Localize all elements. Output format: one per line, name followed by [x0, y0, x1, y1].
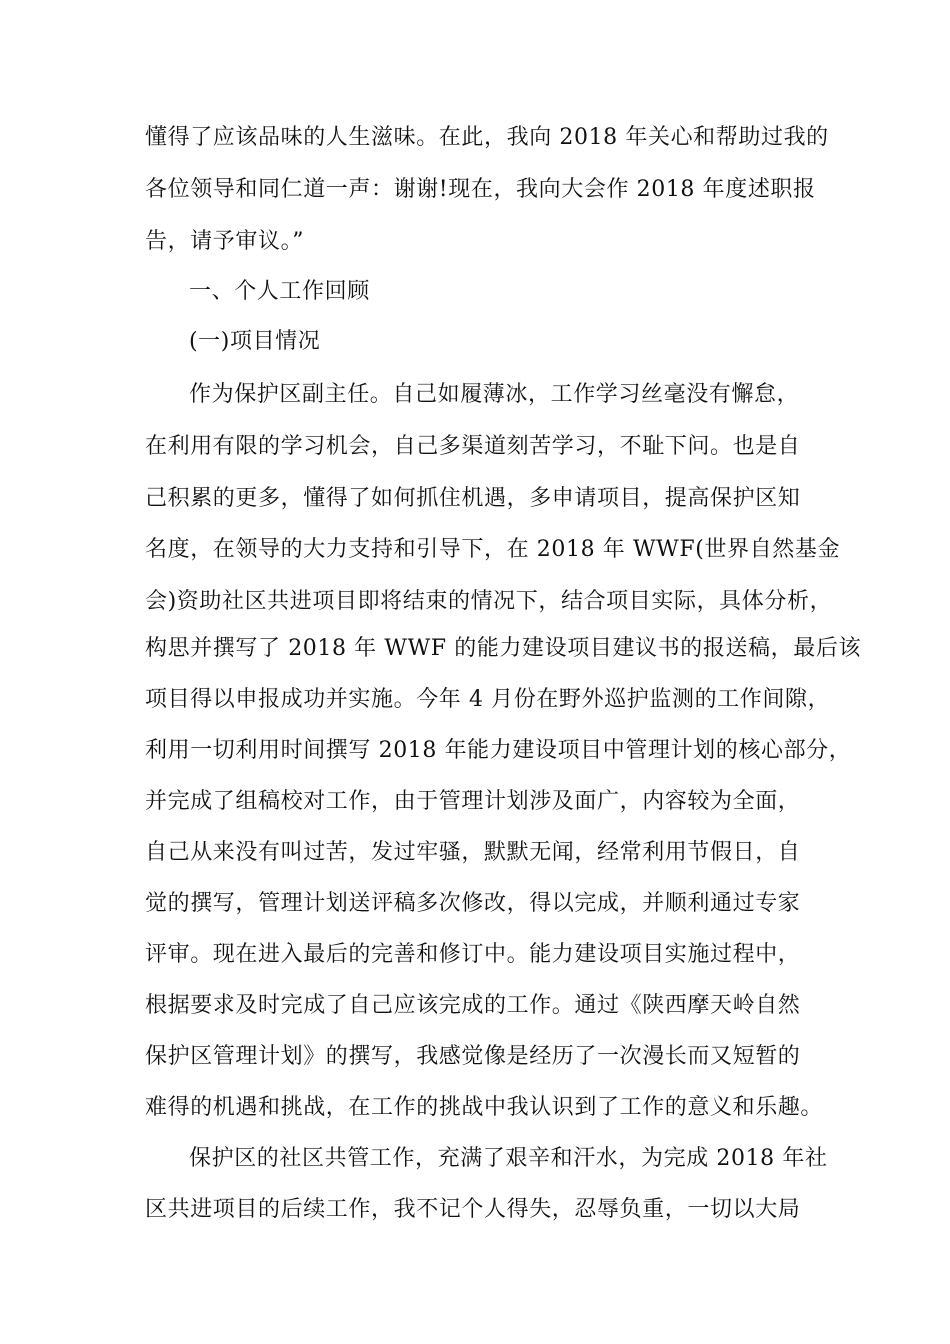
paragraph-line: 名度，在领导的大力支持和引导下，在 2018 年 WWF(世界自然基金	[145, 537, 841, 562]
paragraph-line: 会)资助社区共进项目即将结束的情况下，结合项目实际，具体分析，	[145, 589, 833, 614]
paragraph-line: 自己从来没有叫过苦，发过牢骚，默默无闻，经常利用节假日，自	[145, 840, 801, 865]
paragraph-line: 构思并撰写了 2018 年 WWF 的能力建设项目建议书的报送稿，最后该	[145, 636, 862, 661]
paragraph-line: 己积累的更多，懂得了如何抓住机遇，多申请项目，提高保护区知	[145, 486, 801, 511]
paragraph-line: 利用一切利用时间撰写 2018 年能力建设项目中管理计划的核心部分，	[145, 738, 852, 763]
paragraph-line: 各位领导和同仁道一声：谢谢!现在，我向大会作 2018 年度述职报	[145, 177, 816, 202]
paragraph-line: 觉的撰写，管理计划送评稿多次修改，得以完成，并顺利通过专家	[145, 891, 801, 916]
paragraph-line: 评审。现在进入最后的完善和修订中。能力建设项目实施过程中，	[145, 942, 801, 967]
paragraph-line: 保护区的社区共管工作，充满了艰辛和汗水，为完成 2018 年社	[189, 1146, 828, 1171]
paragraph-line: 告，请予审议。”	[145, 229, 305, 254]
section-heading: 一、个人工作回顾	[189, 279, 370, 304]
subsection-heading: (一)项目情况	[189, 329, 321, 354]
paragraph-line: 区共进项目的后续工作，我不记个人得失，忍辱负重，一切以大局	[145, 1197, 801, 1222]
paragraph-line: 根据要求及时完成了自己应该完成的工作。通过《陕西摩天岭自然	[145, 993, 801, 1018]
paragraph-line: 并完成了组稿校对工作，由于管理计划涉及面广，内容较为全面，	[145, 789, 801, 814]
paragraph-line: 难得的机遇和挑战，在工作的挑战中我认识到了工作的意义和乐趣。	[145, 1095, 824, 1120]
paragraph-line: 项目得以申报成功并实施。今年 4 月份在野外巡护监测的工作间隙，	[145, 687, 831, 712]
paragraph-line: 懂得了应该品味的人生滋味。在此，我向 2018 年关心和帮助过我的	[145, 125, 829, 150]
paragraph-line: 在利用有限的学习机会，自己多渠道刻苦学习，不耻下问。也是自	[145, 434, 801, 459]
paragraph-line: 保护区管理计划》的撰写，我感觉像是经历了一次漫长而又短暂的	[145, 1044, 801, 1069]
paragraph-line: 作为保护区副主任。自己如履薄冰，工作学习丝毫没有懈怠，	[189, 382, 800, 407]
